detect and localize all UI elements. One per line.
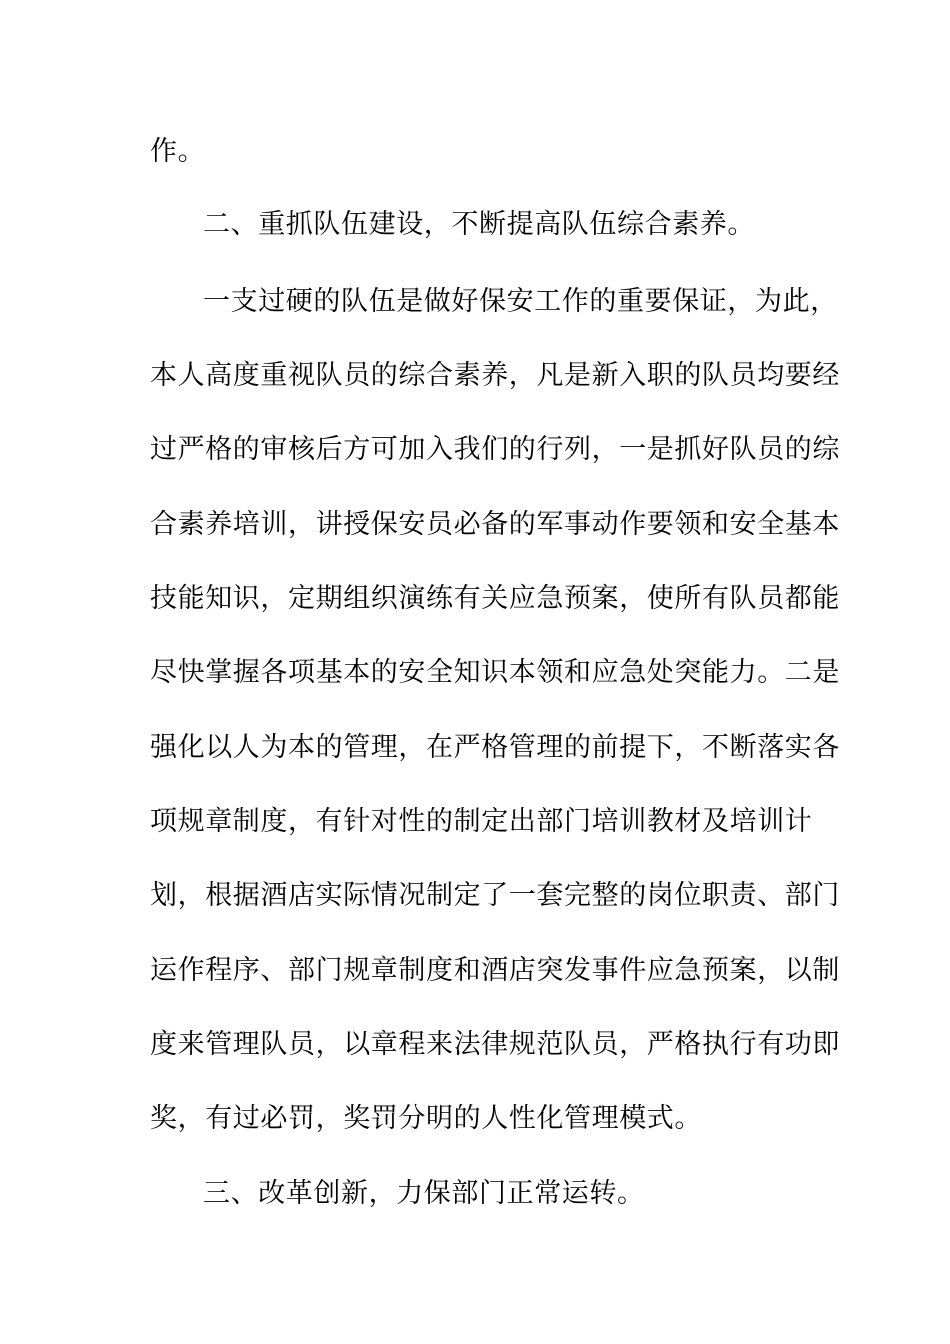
paragraph-line: 项规章制度，有针对性的制定出部门培训教材及培训计 <box>150 806 813 837</box>
paragraph-line: 奖，有过必罚，奖罚分明的人性化管理模式。 <box>150 1103 702 1134</box>
section-heading: 三、改革创新，力保部门正常运转。 <box>203 1178 645 1209</box>
paragraph-line: 强化以人为本的管理，在严格管理的前提下，不断落实各 <box>150 732 840 763</box>
paragraph-line: 尽快掌握各项基本的安全知识本领和应急处突能力。二是 <box>150 657 840 688</box>
paragraph-line: 过严格的审核后方可加入我们的行列，一是抓好队员的综 <box>150 434 840 465</box>
paragraph-line: 划，根据酒店实际情况制定了一套完整的岗位职责、部门 <box>150 880 840 911</box>
paragraph-line: 本人高度重视队员的综合素养，凡是新入职的队员均要经 <box>150 360 840 391</box>
paragraph-line: 运作程序、部门规章制度和酒店突发事件应急预案，以制 <box>150 955 840 986</box>
paragraph-line: 一支过硬的队伍是做好保安工作的重要保证，为此， <box>203 286 838 317</box>
paragraph-line: 合素养培训，讲授保安员必备的军事动作要领和安全基本 <box>150 509 840 540</box>
text-line: 作。 <box>150 136 206 167</box>
section-heading: 二、重抓队伍建设，不断提高队伍综合素养。 <box>203 209 755 240</box>
paragraph-line: 度来管理队员，以章程来法律规范队员，严格执行有功即 <box>150 1029 840 1060</box>
paragraph-line: 技能知识，定期组织演练有关应急预案，使所有队员都能 <box>150 583 840 614</box>
